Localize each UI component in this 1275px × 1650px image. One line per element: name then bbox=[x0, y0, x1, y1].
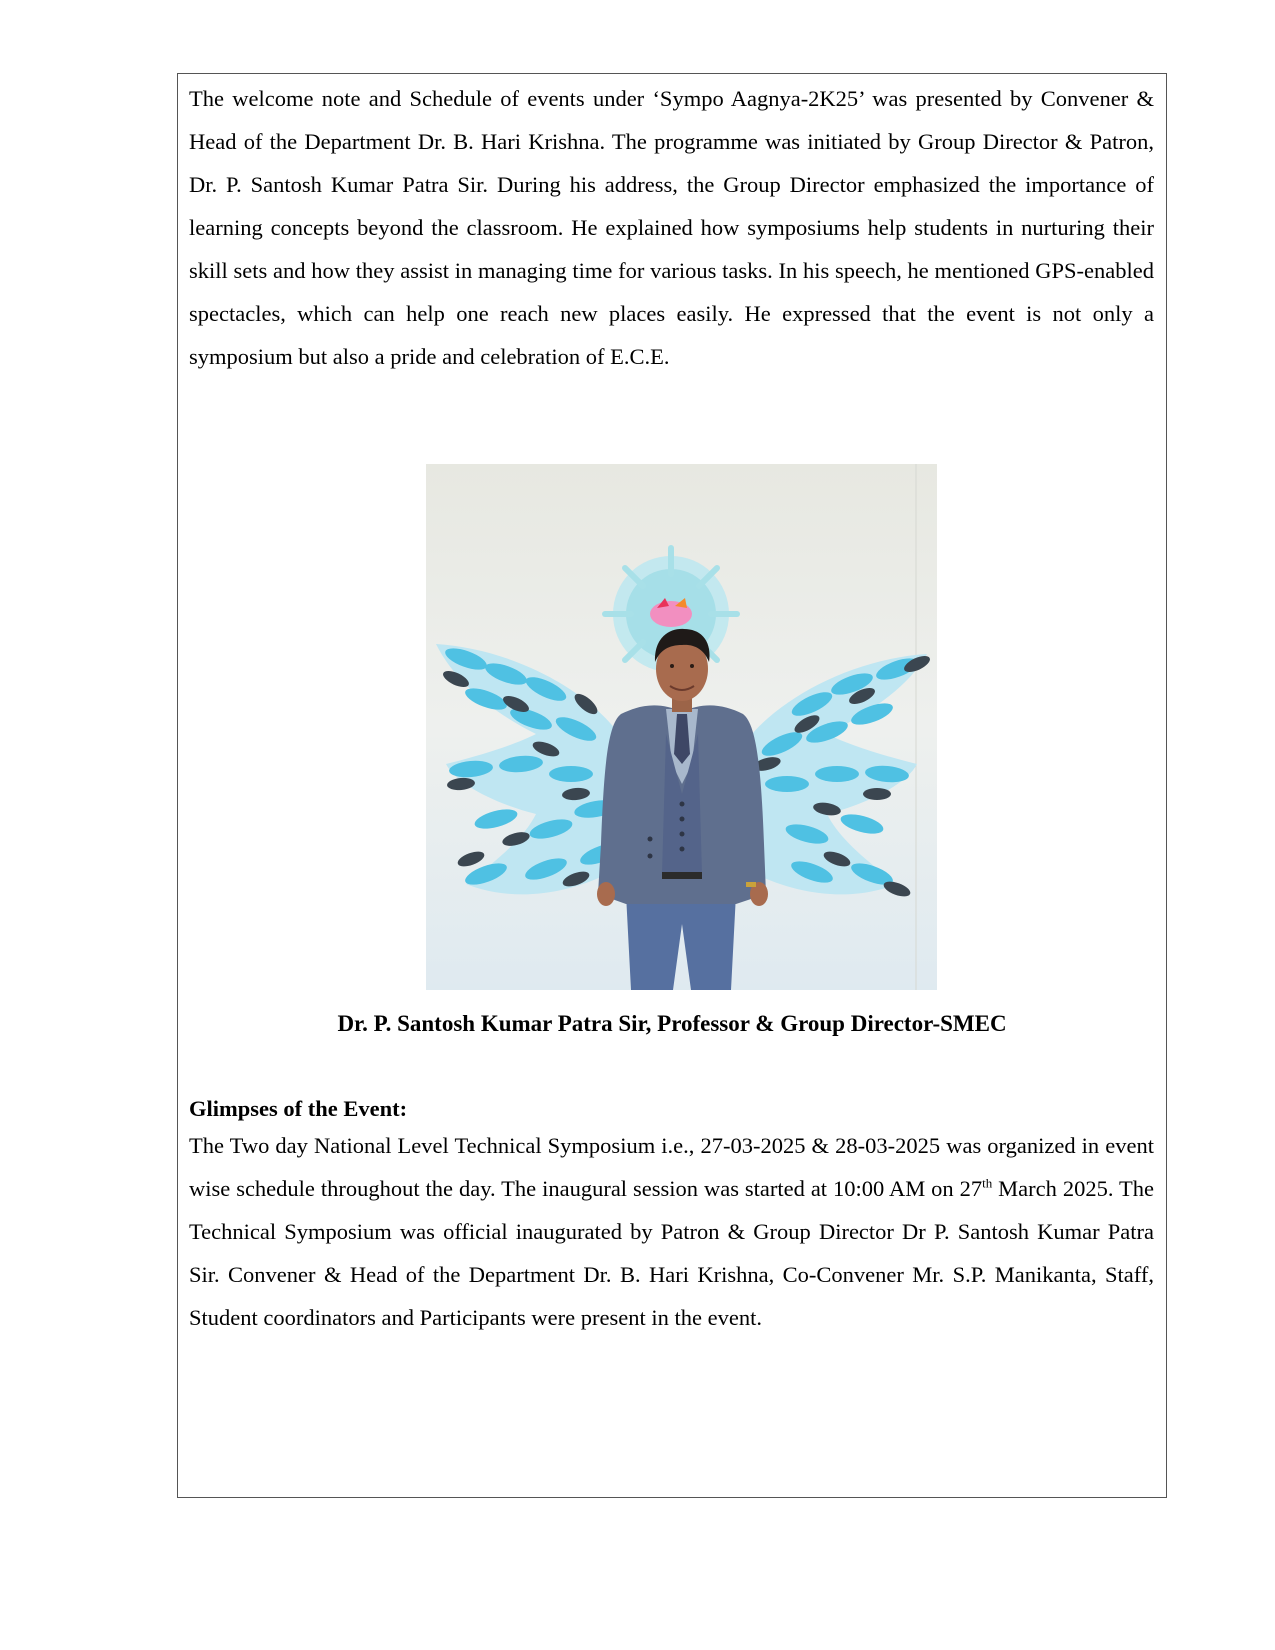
photo-caption: Dr. P. Santosh Kumar Patra Sir, Professor & Group Director-SMEC bbox=[337, 1011, 1007, 1036]
intro-paragraph: The welcome note and Schedule of events under ‘Sympo Aagnya-2K25’ was presented by Convener & Head of the Department Dr. B. Hari Krishna. The programme was initiated by Group Director & Patron, Dr. P. Santosh Kumar Patra Sir. During his address, the Group Director emphasized the importance of learning concepts beyond the classroom. He explained how symposiums help students in nurturing their skill sets and how they assist in managing time for various tasks. In his speech, he mentioned GPS-enabled spectacles, which can help one reach new places easily. He expressed that the event is not only a symposium but also a pride and celebration of E.C.E. bbox=[189, 86, 1154, 369]
event-paragraph-part2: March 2025. The Technical Symposium was official inaugurated by Patron & Group Director Dr P. Santosh Kumar Patra Sir. Convener & Head of the Department Dr. B. Hari Krishna, Co-Convener Mr. S.P. Manikanta, Staff, Student coordinators and Participants were present in the event. bbox=[189, 1176, 1154, 1330]
ordinal-suffix: th bbox=[982, 1175, 993, 1191]
section-heading: Glimpses of the Event: bbox=[189, 1096, 408, 1121]
belt bbox=[662, 872, 702, 879]
group-director-photo bbox=[426, 464, 937, 990]
photo-illustration bbox=[426, 464, 937, 990]
event-paragraph bbox=[189, 1124, 1154, 1339]
event-paragraph-part1: The Two day National Level Technical Symposium i.e., 27-03-2025 & 28-03-2025 was organized in event wise schedule throughout the day. The inaugural session was started at 10:00 AM on 27 bbox=[189, 1133, 1154, 1201]
content-frame bbox=[177, 73, 1167, 1498]
left-hand bbox=[597, 882, 615, 906]
